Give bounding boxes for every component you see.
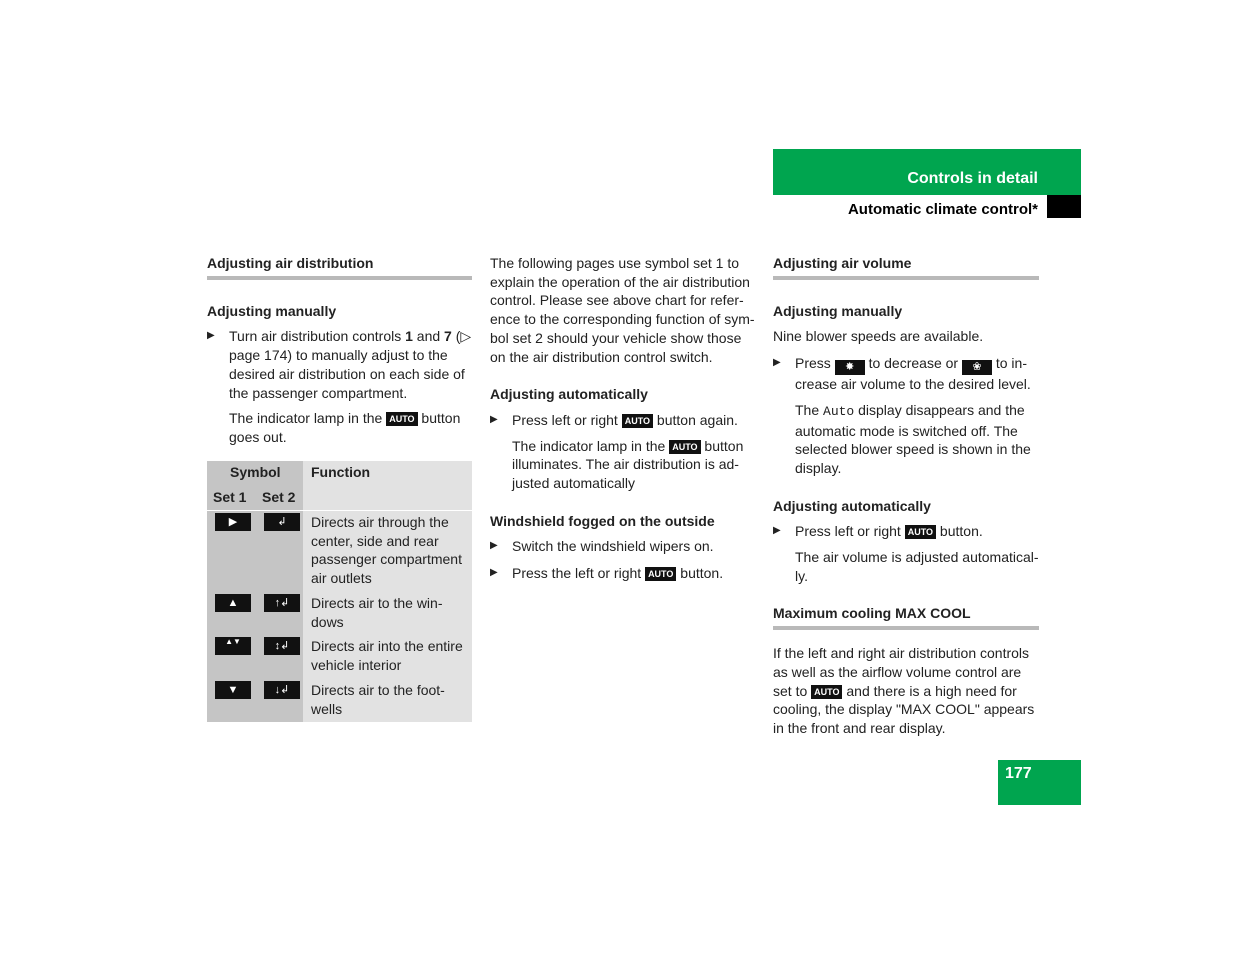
symbol-function-table: [207, 461, 472, 722]
header-title: Controls in detail: [907, 170, 1038, 187]
bullet-arrow-icon: ▶: [490, 567, 498, 579]
center-vent-icon: ▶: [215, 513, 251, 531]
auto-key-icon: AUTO: [645, 567, 676, 581]
auto-key-icon: AUTO: [811, 685, 842, 699]
seat-down-icon: ↓↲: [264, 681, 300, 699]
blower-speeds-text: Nine blower speeds are available.: [773, 328, 984, 345]
subheading-windshield: Windshield fogged on the outside: [490, 512, 715, 529]
max-cool-paragraph: If the left and right air distribution controls as well as the airflow volume control are set to AUTO and there is a high need for cooling, the display "MAX COOL" appears in the front and rear display.: [773, 645, 1035, 736]
section-title-max-cool: Maximum cooling MAX COOL: [773, 604, 1039, 630]
page-number: 177: [1005, 765, 1032, 782]
header-function: Function: [311, 464, 371, 480]
instruction-press-auto-2: ▶ Press the left or right AUTO button.: [490, 565, 724, 582]
section-title-air-volume: Adjusting air volume: [773, 254, 1039, 280]
seat-up-icon: ↑↲: [264, 594, 300, 612]
auto-key-icon: AUTO: [386, 412, 417, 426]
column-left: [207, 254, 472, 447]
fan-small-icon: ✸: [835, 360, 865, 375]
subheading-manual-volume: Adjusting manually: [773, 302, 903, 319]
note-volume-auto: The air volume is adjusted automatical-ly.: [795, 549, 1039, 584]
bullet-arrow-icon: ▶: [207, 330, 215, 342]
fan-large-icon: ❀: [962, 360, 992, 375]
section-title-air-distribution: Adjusting air distribution: [207, 254, 472, 280]
intro-paragraph: The following pages use symbol set 1 to explain the operation of the air distribution control. Please see above chart for refer-ence to the corresponding function of sym-bol set 2 should your vehicle show those on the air distribution control switch.: [490, 255, 755, 365]
instruction-press-auto: ▶ Press left or right AUTO button again.: [490, 411, 738, 428]
auto-key-icon: AUTO: [622, 414, 653, 428]
header-set2: Set 2: [262, 489, 296, 505]
instruction-fan-keys: ▶ Press ✸ to decrease or ❀ to in-crease air volume to the desired level.: [773, 355, 1031, 393]
header-subtitle: Automatic climate control*: [847, 201, 1038, 218]
seat-updown-icon: ↕↲: [264, 637, 300, 655]
note-indicator-off: The indicator lamp in the AUTO button goes out.: [229, 410, 461, 445]
seat-center-icon: ↲: [264, 513, 300, 531]
bullet-arrow-icon: ▶: [490, 413, 498, 425]
table-row-function: Directs air to the win-dows: [311, 595, 443, 630]
all-vents-icon: ▲▼: [215, 637, 251, 655]
table-row-function: Directs air to the foot-wells: [311, 682, 445, 717]
instruction-press-auto-volume: ▶ Press left or right AUTO button.: [773, 523, 983, 540]
note-indicator-on: The indicator lamp in the AUTO button illuminates. The air distribution is ad-justed automatically: [512, 437, 744, 492]
table-row-function: Directs air into the entire vehicle interior: [311, 638, 463, 673]
note-auto-display: The Auto display disappears and the automatic mode is switched off. The selected blower speed is shown in the display.: [795, 401, 1031, 476]
subheading-auto-volume: Adjusting automatically: [773, 497, 931, 514]
bullet-arrow-icon: ▶: [490, 540, 498, 552]
table-row-function: Directs air through the center, side and rear passenger compartment air outlets: [311, 514, 462, 587]
auto-key-icon: AUTO: [905, 525, 936, 539]
column-right: [773, 254, 1039, 738]
subheading-manual: Adjusting manually: [207, 302, 337, 319]
column-middle: [490, 254, 756, 583]
header-symbol: Symbol: [230, 464, 281, 480]
subheading-auto: Adjusting automatically: [490, 386, 648, 403]
footwell-vent-icon: ▼: [215, 681, 251, 699]
bullet-arrow-icon: ▶: [773, 525, 781, 537]
header-set1: Set 1: [213, 489, 247, 505]
instruction-wipers: ▶ Switch the windshield wipers on.: [490, 538, 714, 555]
windshield-vent-icon: ▲: [215, 594, 251, 612]
header-marker: [1047, 195, 1081, 218]
instruction-turn-controls: ▶ Turn air distribution controls 1 and 7 (▷ page 174) to manually adjust to the desired air distribution on each side of the passenger compartment.: [207, 328, 472, 401]
auto-key-icon: AUTO: [669, 440, 700, 454]
bullet-arrow-icon: ▶: [773, 357, 781, 369]
